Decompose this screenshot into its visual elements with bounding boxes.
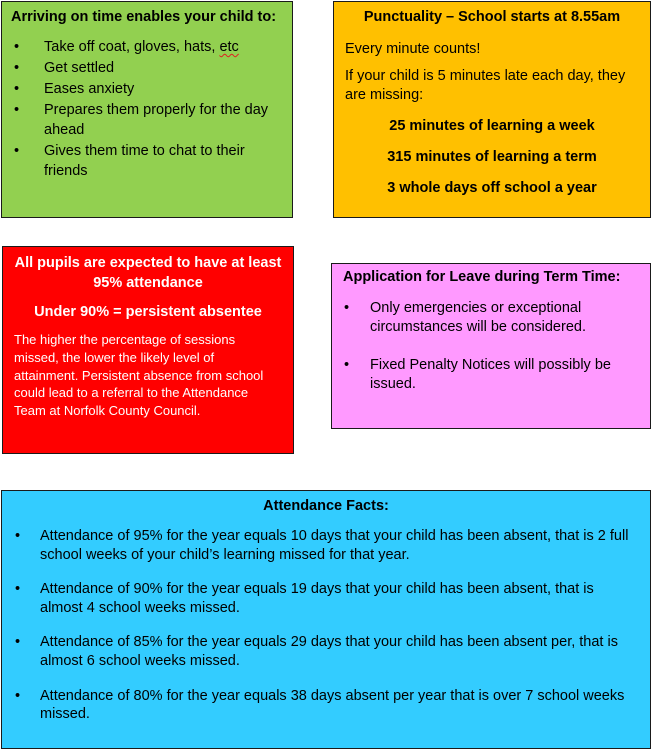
list-item: • Attendance of 90% for the year equals 19 days that your child has been absent, that is almost 4 school weeks missed. [16, 580, 636, 617]
punctuality-line: Every minute counts! [345, 41, 481, 57]
list-item: • Eases anxiety [11, 79, 283, 99]
list-item: • Get settled [11, 58, 283, 78]
spellcheck-flagged-word: etc [219, 39, 239, 55]
punctuality-line: If your child is 5 minutes late each day, they are missing: [345, 68, 626, 103]
list-item: • Prepares them properly for the day ahead [11, 100, 283, 140]
arriving-on-time-box [1, 1, 293, 218]
punctuality-stat: 3 whole days off school a year [387, 180, 597, 196]
leave-list [343, 299, 639, 394]
list-item: • Gives them time to chat to their friends [11, 141, 283, 181]
list-item: • Attendance of 85% for the year equals 29 days that your child has been absent per, that is almost 6 school weeks missed. [16, 633, 636, 670]
expected-subheading: Under 90% = persistent absentee [34, 304, 262, 320]
list-item: • Take off coat, gloves, hats, etc [11, 37, 283, 57]
punctuality-title: Punctuality – School starts at 8.55am [363, 9, 621, 25]
list-item: • Attendance of 95% for the year equals 10 days that your child has been absent, that is 2 full school weeks of your child’s learning missed for that year. [16, 527, 636, 564]
punctuality-stat: 315 minutes of learning a term [387, 149, 597, 165]
leave-title: Application for Leave during Term Time: [343, 269, 621, 285]
list-item: • Attendance of 80% for the year equals 38 days absent per year that is over 7 school weeks missed. [16, 687, 636, 724]
list-item: • Fixed Penalty Notices will possibly be issued. [343, 356, 639, 394]
punctuality-stat: 25 minutes of learning a week [389, 118, 595, 134]
expected-heading: All pupils are expected to have at least 95% attendance [14, 255, 282, 291]
leave-application-box [331, 263, 651, 429]
arriving-list [11, 37, 283, 181]
attendance-facts-box [1, 490, 651, 749]
facts-list [16, 527, 636, 724]
list-item: • Only emergencies or exceptional circumstances will be considered. [343, 299, 639, 337]
expected-attendance-box [2, 246, 294, 454]
punctuality-box [333, 1, 651, 218]
facts-title: Attendance Facts: [263, 498, 389, 514]
expected-body: The higher the percentage of sessions missed, the lower the likely level of attainment. Persistent absence from school could lead to a referral to the Attendance Team at Norfolk County Council. [14, 332, 264, 419]
arriving-title: Arriving on time enables your child to: [11, 9, 277, 25]
